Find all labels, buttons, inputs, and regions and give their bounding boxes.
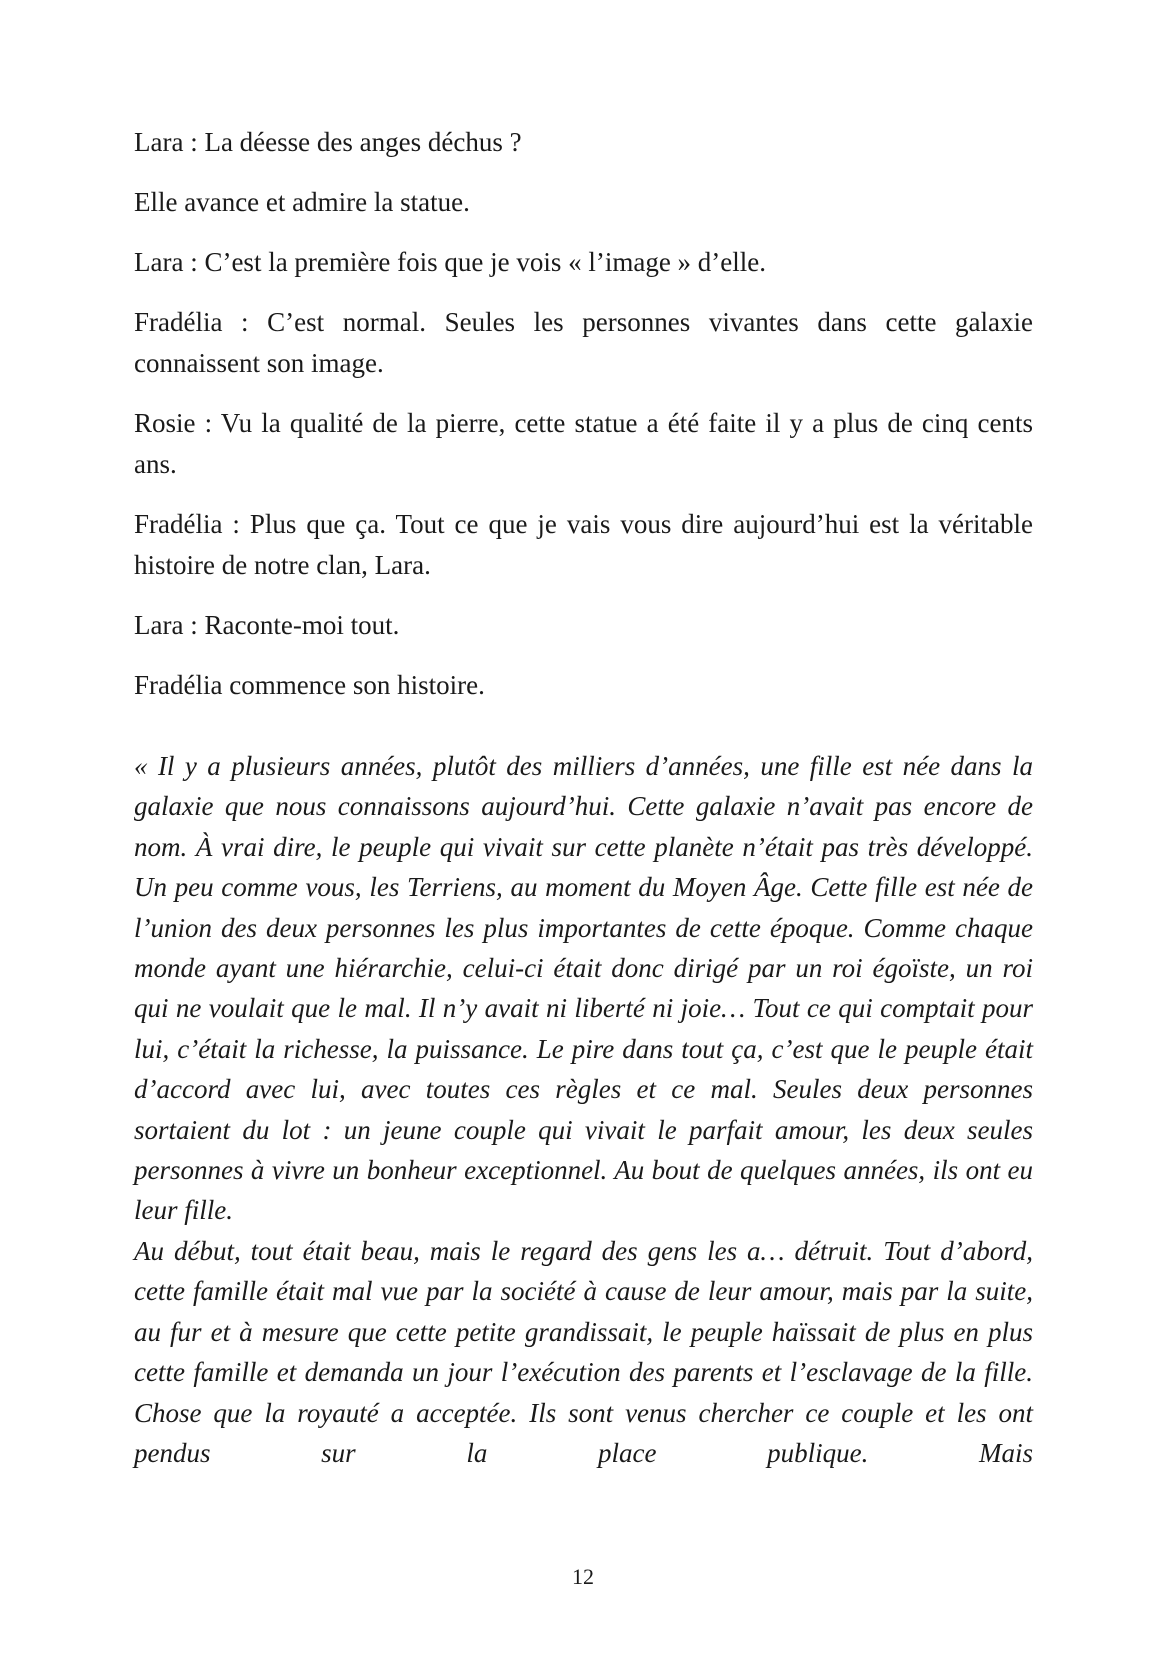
dialogue-line: Lara : La déesse des anges déchus ? (134, 127, 522, 157)
dialogue-line: Rosie : Vu la qualité de la pierre, cette statue a été faite il y a plus de cinq cents ans. (134, 408, 1033, 479)
dialogue-line: Fradélia : Plus que ça. Tout ce que je vais vous dire aujourd’hui est la véritable histoire de notre clan, Lara. (134, 509, 1033, 580)
narration-paragraph: Au début, tout était beau, mais le regard des gens les a… détruit. Tout d’abord, cette famille était mal vue par la société à cause de leur amour, mais par la suite, au fur et à mesure que cette petite grandissait, le peuple haïssait de plus en plus cette famille et demanda un jour l’exécution des parents et l’esclavage de la fille. Chose que la royauté a acceptée. Ils sont venus chercher ce couple et les ont pendus sur la place publique. Mais (134, 1235, 1033, 1468)
narration-section (134, 746, 1033, 1473)
narration-paragraph: « Il y a plusieurs années, plutôt des milliers d’années, une fille est née dans la galaxie que nous connaissons aujourd’hui. Cette galaxie n’avait pas encore de nom. À vrai dire, le peuple qui vivait sur cette planète n’était pas très développé. Un peu comme vous, les Terriens, au moment du Moyen Âge. Cette fille est née de l’union des deux personnes les plus importantes de cette époque. Comme chaque monde ayant une hiérarchie, celui-ci était donc dirigé par un roi égoïste, un roi qui ne voulait que le mal. Il n’y avait ni liberté ni joie… Tout ce qui comptait pour lui, c’était la richesse, la puissance. Le pire dans tout ça, c’est que le peuple était d’accord avec lui, avec toutes ces règles et ce mal. Seules deux personnes sortaient du lot : un jeune couple qui vivait le parfait amour, les deux seules personnes à vivre un bonheur exceptionnel. Au bout de quelques années, ils ont eu leur fille. (134, 751, 1033, 1226)
dialogue-line: Elle avance et admire la statue. (134, 187, 470, 217)
dialogue-line: Lara : Raconte-moi tout. (134, 610, 400, 640)
dialogue-line: Lara : C’est la première fois que je vois « l’image » d’elle. (134, 247, 767, 277)
dialogue-line: Fradélia : C’est normal. Seules les personnes vivantes dans cette galaxie connaissent son image. (134, 307, 1033, 378)
page-number: 12 (572, 1564, 594, 1589)
page-body (134, 122, 1033, 1473)
dialogue-line: Fradélia commence son histoire. (134, 670, 485, 700)
dialogue-section (134, 122, 1033, 706)
